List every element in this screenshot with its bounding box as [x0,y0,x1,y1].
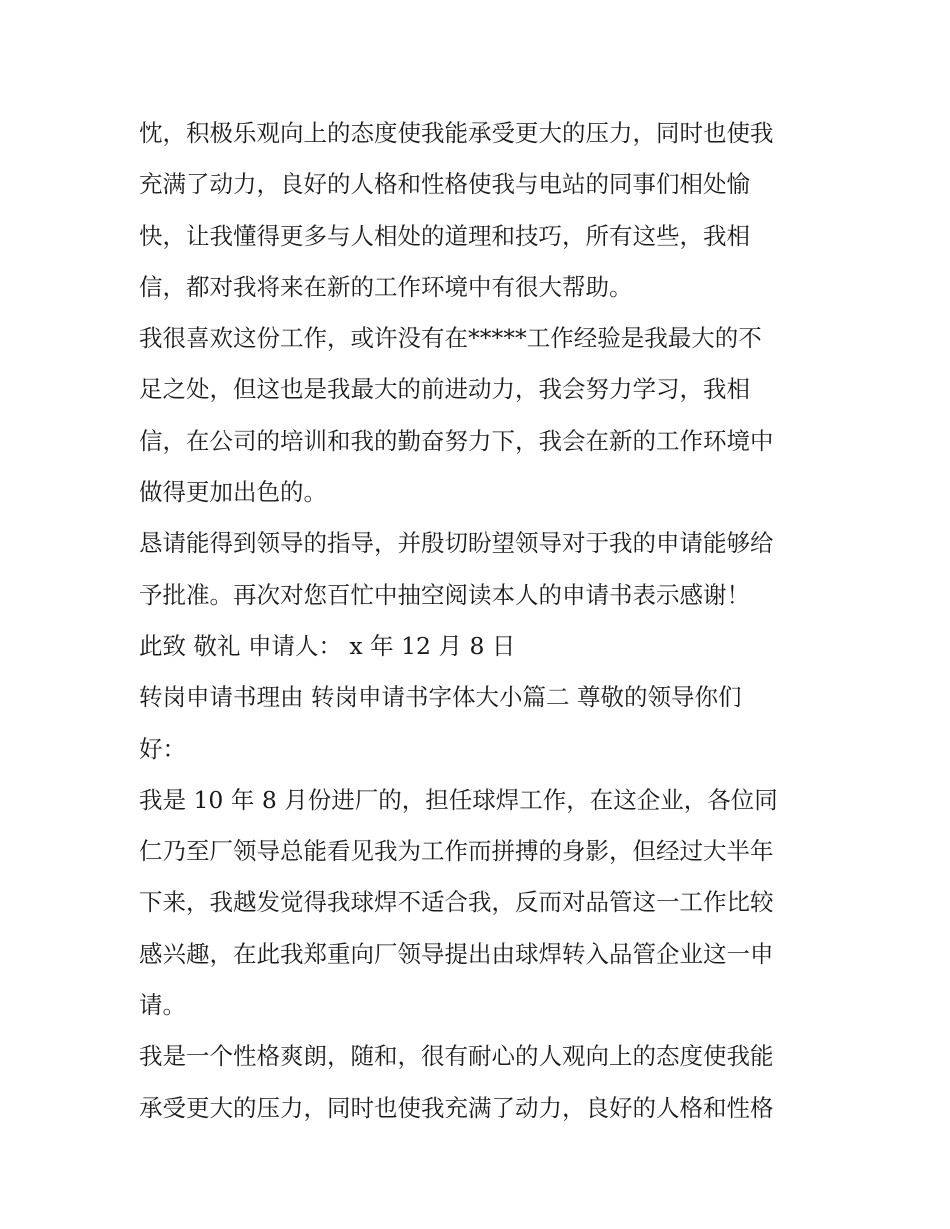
text-line: 足之处，但这也是我最大的前进动力，我会努力学习，我相 [139,375,750,404]
text-line: 我是一个性格爽朗，随和，很有耐心的人观向上的态度使我能 [139,1042,774,1071]
text-line: 做得更加出色的。 [139,478,327,507]
text-line: 请。 [139,991,186,1020]
signature-line: 此致 敬礼 申请人： x 年 12 月 8 日 [139,631,516,660]
text-line: 仁乃至厂领导总能看见我为工作而拼搏的身影，但经过大半年 [139,837,774,866]
text-line: 予批准。再次对您百忙中抽空阅读本人的申请书表示感谢！ [139,580,750,609]
text-line: 信，在公司的培训和我的勤奋努力下，我会在新的工作环境中 [139,426,774,455]
text-line: 充满了动力，良好的人格和性格使我与电站的同事们相处愉 [139,170,750,199]
text-line: 恳请能得到领导的指导，并殷切盼望领导对于我的申请能够给 [139,529,774,558]
text-line: 忱，积极乐观向上的态度使我能承受更大的压力，同时也使我 [139,119,774,147]
text-line: 快，让我懂得更多与人相处的道理和技巧，所有这些，我相 [139,221,750,250]
text-line: 下来，我越发觉得我球焊不适合我，反而对品管这一工作比较 [139,888,774,917]
document-body [139,108,819,1134]
text-line: 好： [139,734,186,763]
text-line: 信，都对我将来在新的工作环境中有很大帮助。 [139,272,633,301]
section-title-line: 转岗申请书理由 转岗申请书字体大小篇二 尊敬的领导你们 [139,683,742,712]
text-line: 感兴趣，在此我郑重向厂领导提出由球焊转入品管企业这一申 [139,939,774,968]
text-line: 我是 10 年 8 月份进厂的，担任球焊工作，在这企业，各位同 [139,785,778,814]
text-line: 承受更大的压力，同时也使我充满了动力，良好的人格和性格 [139,1093,774,1122]
text-line: 我很喜欢这份工作，或许没有在*****工作经验是我最大的不 [139,324,762,353]
